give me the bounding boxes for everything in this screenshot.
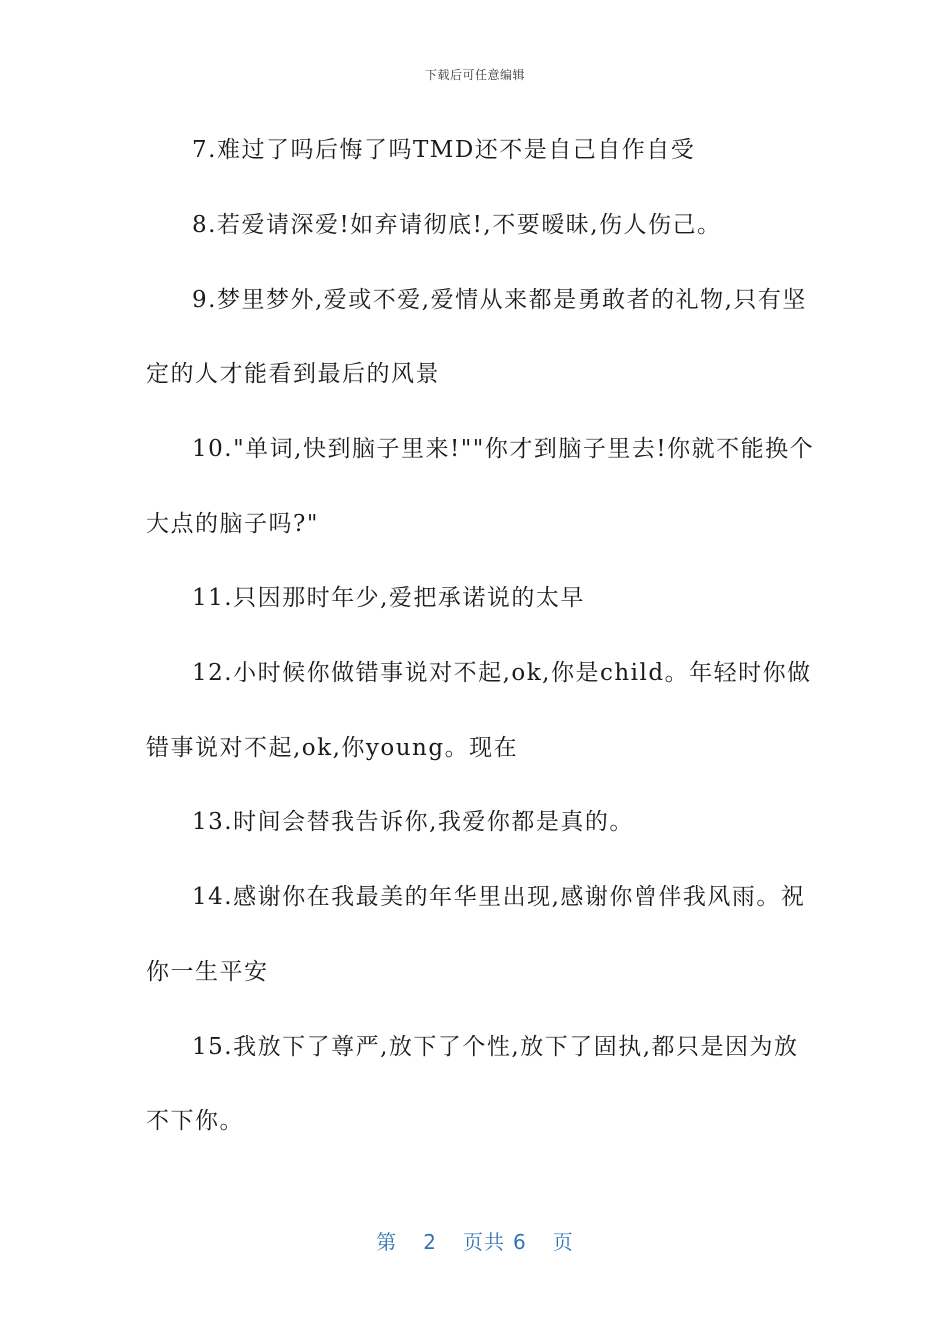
line-item-9-cont: 定的人才能看到最后的风景 xyxy=(146,361,440,387)
line-item-15: 15.我放下了尊严,放下了个性,放下了固执,都只是因为放 xyxy=(192,1034,799,1060)
footer-suffix: 页 xyxy=(552,1230,574,1254)
line-item-14: 14.感谢你在我最美的年华里出现,感谢你曾伴我风雨。祝 xyxy=(192,884,806,910)
line-item-12: 12.小时候你做错事说对不起,ok,你是child。年轻时你做 xyxy=(192,660,812,686)
footer-prefix: 第 xyxy=(376,1230,398,1254)
footer-middle: 页共 xyxy=(463,1230,505,1254)
line-item-13: 13.时间会替我告诉你,我爱你都是真的。 xyxy=(192,809,634,835)
line-item-12-cont: 错事说对不起,ok,你young。现在 xyxy=(146,735,519,761)
line-item-9: 9.梦里梦外,爱或不爱,爱情从来都是勇敢者的礼物,只有坚 xyxy=(192,287,807,313)
line-item-11: 11.只因那时年少,爱把承诺说的太早 xyxy=(192,585,585,611)
header-note: 下载后可任意编辑 xyxy=(424,68,525,82)
footer-total-pages: 6 xyxy=(513,1230,527,1254)
line-item-7: 7.难过了吗后悔了吗TMD还不是自己自作自受 xyxy=(192,137,696,163)
line-item-8: 8.若爱请深爱!如弃请彻底!,不要暧昧,伤人伤己。 xyxy=(192,212,722,238)
line-item-14-cont: 你一生平安 xyxy=(146,959,269,985)
page-footer xyxy=(0,1226,950,1255)
footer-current-page: 2 xyxy=(423,1230,437,1254)
line-item-15-cont: 不下你。 xyxy=(146,1108,244,1134)
line-item-10: 10."单词,快到脑子里来!""你才到脑子里去!你就不能换个 xyxy=(192,436,815,462)
line-item-10-cont: 大点的脑子吗?" xyxy=(146,511,319,537)
